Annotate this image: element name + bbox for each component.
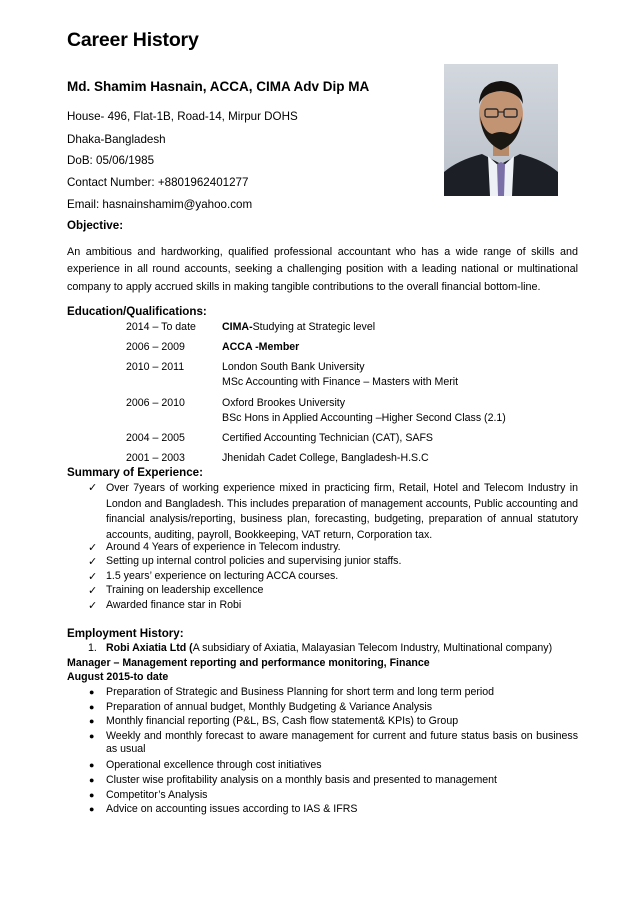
- education-date: 2006 – 2010: [126, 397, 185, 409]
- bullet-icon: ●: [89, 760, 95, 770]
- summary-line: financial analysis/reporting, business plan, forecasting, budgeting, preparation of annual statutory: [106, 513, 578, 525]
- summary-item: Setting up internal control policies and supervising junior staffs.: [106, 555, 402, 567]
- company-description: A subsidiary of Axiatia, Malayasian Telecom Industry, Multinational company): [192, 642, 553, 654]
- check-icon: ✓: [88, 482, 98, 494]
- check-icon: ✓: [88, 556, 98, 568]
- bullet-icon: ●: [89, 731, 95, 741]
- summary-item-multiline: [106, 481, 578, 543]
- objective-line: company to apply accrued skills in making tangible contributions to the overall financial bottom-line.: [67, 280, 541, 293]
- job-period: August 2015-to date: [67, 671, 169, 683]
- profile-photo: [444, 64, 558, 196]
- objective-paragraph: [67, 244, 578, 296]
- education-text: Jhenidah Cadet College, Bangladesh-H.S.C: [222, 452, 429, 464]
- bullet-icon: ●: [89, 790, 95, 800]
- education-entry: [222, 451, 429, 466]
- education-entry: [222, 396, 506, 425]
- check-icon: ✓: [88, 585, 98, 597]
- check-icon: ✓: [88, 600, 98, 612]
- education-entry: [222, 360, 458, 389]
- duty-item: Advice on accounting issues according to IAS & IFRS: [106, 803, 358, 815]
- bullet-icon: ●: [89, 687, 95, 697]
- check-icon: ✓: [88, 571, 98, 583]
- duty-item: Operational excellence through cost initiatives: [106, 759, 322, 771]
- page-title: Career History: [67, 29, 199, 51]
- candidate-name: Md. Shamim Hasnain, ACCA, CIMA Adv Dip MA: [67, 79, 370, 94]
- education-date: 2010 – 2011: [126, 361, 185, 373]
- summary-line: accounts, auditing, payroll, Bookkeeping, VAT return, Corporation tax.: [106, 528, 433, 541]
- education-institution: Oxford Brookes University: [222, 397, 346, 409]
- email-address: Email: hasnainshamim@yahoo.com: [67, 198, 253, 211]
- objective-line: experience in all round accounts, seeking a challenging position with a leading national or multinational: [67, 263, 578, 276]
- employment-heading: Employment History:: [67, 627, 184, 640]
- education-date: 2001 – 2003: [126, 452, 185, 464]
- profile-photo-illustration: [444, 64, 558, 196]
- duty-item: Competitor’s Analysis: [106, 789, 208, 801]
- duty-item: Preparation of Strategic and Business Planning for short term and long term period: [106, 686, 495, 698]
- company-name: Robi Axiatia Ltd (: [106, 642, 193, 654]
- check-icon: ✓: [88, 542, 98, 554]
- employment-number: 1.: [88, 642, 97, 654]
- education-text: Studying at Strategic level: [252, 321, 376, 333]
- education-text: Certified Accounting Technician (CAT), SAFS: [222, 432, 433, 444]
- education-degree: BSc Hons in Applied Accounting –Higher Second Class (2.1): [222, 411, 506, 424]
- bullet-icon: ●: [89, 804, 95, 814]
- summary-line: London and Bangladesh. This includes preparation of management accounts, Public accounting and: [106, 497, 578, 510]
- education-date: 2006 – 2009: [126, 341, 185, 353]
- address-line-1: House- 496, Flat-1B, Road-14, Mirpur DOHS: [67, 110, 298, 123]
- education-date: 2004 – 2005: [126, 432, 185, 444]
- bullet-icon: ●: [89, 775, 95, 785]
- education-bold: CIMA-: [222, 321, 253, 333]
- summary-item: 1.5 years’ experience on lecturing ACCA courses.: [106, 570, 339, 582]
- bullet-icon: ●: [89, 702, 95, 712]
- education-institution: London South Bank University: [222, 361, 365, 373]
- contact-number: Contact Number: +8801962401277: [67, 176, 249, 189]
- education-degree: MSc Accounting with Finance – Masters with Merit: [222, 375, 459, 388]
- duty-item: Cluster wise profitability analysis on a monthly basis and presented to management: [106, 774, 497, 786]
- duty-line: Weekly and monthly forecast to aware management for current and future status basis on business: [106, 730, 578, 742]
- education-heading: Education/Qualifications:: [67, 305, 207, 318]
- education-entry: [222, 340, 299, 355]
- address-line-2: Dhaka-Bangladesh: [67, 133, 166, 146]
- duty-item: [106, 730, 578, 755]
- summary-heading: Summary of Experience:: [67, 466, 203, 479]
- education-date: 2014 – To date: [126, 321, 196, 333]
- education-bold: ACCA -Member: [222, 341, 300, 353]
- objective-line: An ambitious and hardworking, qualified professional accountant who has a wide range of skills and: [67, 246, 578, 258]
- employment-company-line: [106, 642, 552, 654]
- summary-item: Around 4 Years of experience in Telecom industry.: [106, 541, 341, 553]
- duty-item: Monthly financial reporting (P&L, BS, Cash flow statement& KPIs) to Group: [106, 715, 459, 727]
- bullet-icon: ●: [89, 716, 95, 726]
- summary-line: Over 7years of working experience mixed in practicing firm, Retail, Hotel and Telecom Industry in: [106, 482, 578, 494]
- duty-item: Preparation of annual budget, Monthly Budgeting & Variance Analysis: [106, 701, 433, 713]
- job-role: Manager – Management reporting and performance monitoring, Finance: [67, 657, 430, 669]
- summary-item: Awarded finance star in Robi: [106, 599, 242, 611]
- duty-line: as usual: [106, 743, 146, 755]
- education-entry: [222, 431, 433, 446]
- date-of-birth: DoB: 05/06/1985: [67, 154, 155, 167]
- education-entry: [222, 320, 375, 335]
- objective-heading: Objective:: [67, 219, 124, 232]
- summary-item: Training on leadership excellence: [106, 584, 264, 596]
